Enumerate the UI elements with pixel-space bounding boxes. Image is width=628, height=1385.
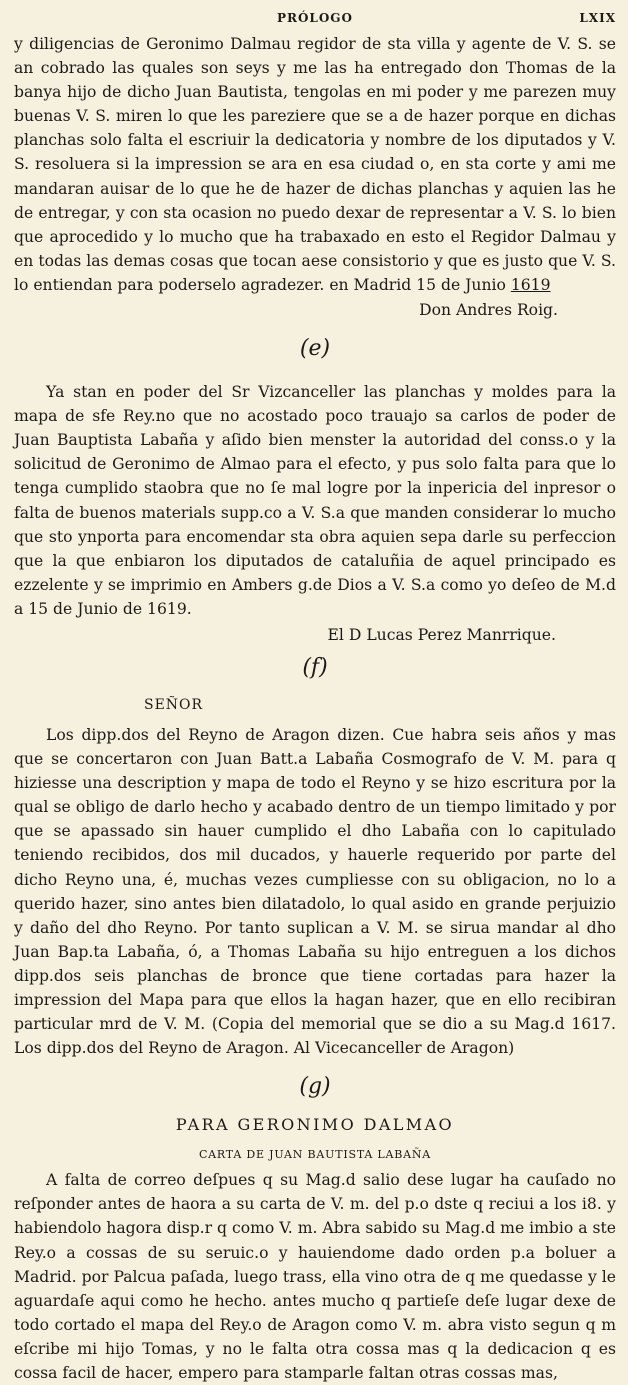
- section-g-label: (g): [299, 1074, 331, 1100]
- section-e-signature: El D Lucas Perez Manrrique.: [327, 625, 556, 644]
- running-header: [14, 0, 616, 32]
- letter-top-body: [14, 32, 616, 297]
- section-g-body: A falta de correo deſpues q su Mag.d salio dese lugar ha cauſado no reſponder antes de haora a su carta de V. m. del p.o dste q reciui a los i8. y habiendolo hagora disp.r q como V. m. Abra sabido su Mag.d me imbio a ste Rey.o a cossas de su seruic.o y hauiendome dado orden p.a boluer a Madrid. por Palcua paſada, luego trass, ella vino otra de q me quedasse y le aguardaſe aqui como he hecho. antes mucho q partieſe deſe lugar dexe de todo cortado el mapa del Rey.o de Aragon como V. m. abra visto segun q m eſcribe mi hijo Tomas, y no le falta otra cossa mas q la dedicacion q es cossa facil de hacer, empero para stamparle faltan otras cossas mas,: [14, 1171, 616, 1383]
- section-g-subheading: CARTA DE JUAN BAUTISTA LABAÑA: [198, 1148, 432, 1162]
- section-e-label: (e): [299, 336, 331, 362]
- section-f-label: (f): [302, 654, 328, 680]
- running-title: PRÓLOGO: [276, 11, 354, 25]
- letter-top-text: y diligencias de Geronimo Dalmau regidor de sta villa y agente de V. S. se an cobrado las quales son seys y me las ha entregado don Thomas de la banya hijo de dicho Juan Bautista, tengolas en mi poder y me parezen muy buenas V. S. miren lo que les pareziere que se a de hazer porque en dichas planchas solo falta el escriuir la dedicatoria y nombre de los diputados y V. S. resoluera si la impression se ara en esa ciudad o, en sta corte y ami me mandaran auisar de lo que he de hazer de dichas planchas y aquien las he de entregar, y con sta ocasion no puedo dexar de representar a V. S. lo bien que aprocedido y lo mucho que ha trabaxado en esto el Regidor Dalmau y en todas las demas cosas que tocan aese consistorio y que es justo que V. S. lo entiendan para poderselo agradezer. en Madrid 15 de Junio: [14, 35, 616, 294]
- section-e-body: Ya stan en poder del Sr Vizcanceller las planchas y moldes para la mapa de sfe Rey.no que no acostado poco trauajo sa carlos de poder de Juan Bauptista Labaña y aſido bien menster la autoridad del conss.o y la solicitud de Geronimo de Almao para el efecto, y pus solo falta para que lo tenga cumplido staobra que no ſe mal logre por la inpericia del inpresor o falta de buenos materials supp.co a V. S.a que manden considerar lo mucho que sto ynporta para encomendar sta obra aquien sepa darle su perfeccion que la que enbiaron los diputados de cataluñia de aquel principado es ezzelente y se imprimio en Ambers g.de Dios a V. S.a como yo deſeo de M.d a 15 de Junio de 1619.: [14, 383, 616, 618]
- section-f-body: Los dipp.dos del Reyno de Aragon dizen. Cue habra seis años y mas que se concertaron con Juan Batt.a Labaña Cosmografo de V. M. para q hiziesse una description y mapa de todo el Reyno y se hizo escritura por la qual se obligo de darlo hecho y acabado dentro de un tiempo limitado y por que se apassado sin hauer cumplido el dho Labaña con lo capitulado teniendo recibidos, dos mil ducados, y hauerle requerido por parte del dicho Reyno una, é, muchas vezes cumpliesse con su obligacion, no lo a querido hazer, sino antes bien dilatadolo, lo qual asido en grande perjuizio y daño del dho Reyno. Por tanto suplican a V. M. se sirua mandar al dho Juan Bap.ta Labaña, ó, a Thomas Labaña su hijo entreguen a los dichos dipp.dos seis planchas de bronce que tiene cortadas para hazer la impression del Mapa para que ellos la hagan hazer, que en ello recibiran particular mrd de V. M. (Copia del memorial que se dio a su Mag.d 1617. Los dipp.dos del Reyno de Aragon. Al Vicecanceller de Aragon): [14, 725, 616, 1058]
- letter-top-signature: Don Andres Roig.: [419, 301, 558, 320]
- section-f-salutation: SEÑOR: [144, 696, 204, 713]
- section-g-heading: PARA GERONIMO DALMAO: [175, 1115, 455, 1135]
- letter-top-year: 1619: [510, 275, 551, 294]
- page-number: LXIX: [579, 11, 616, 25]
